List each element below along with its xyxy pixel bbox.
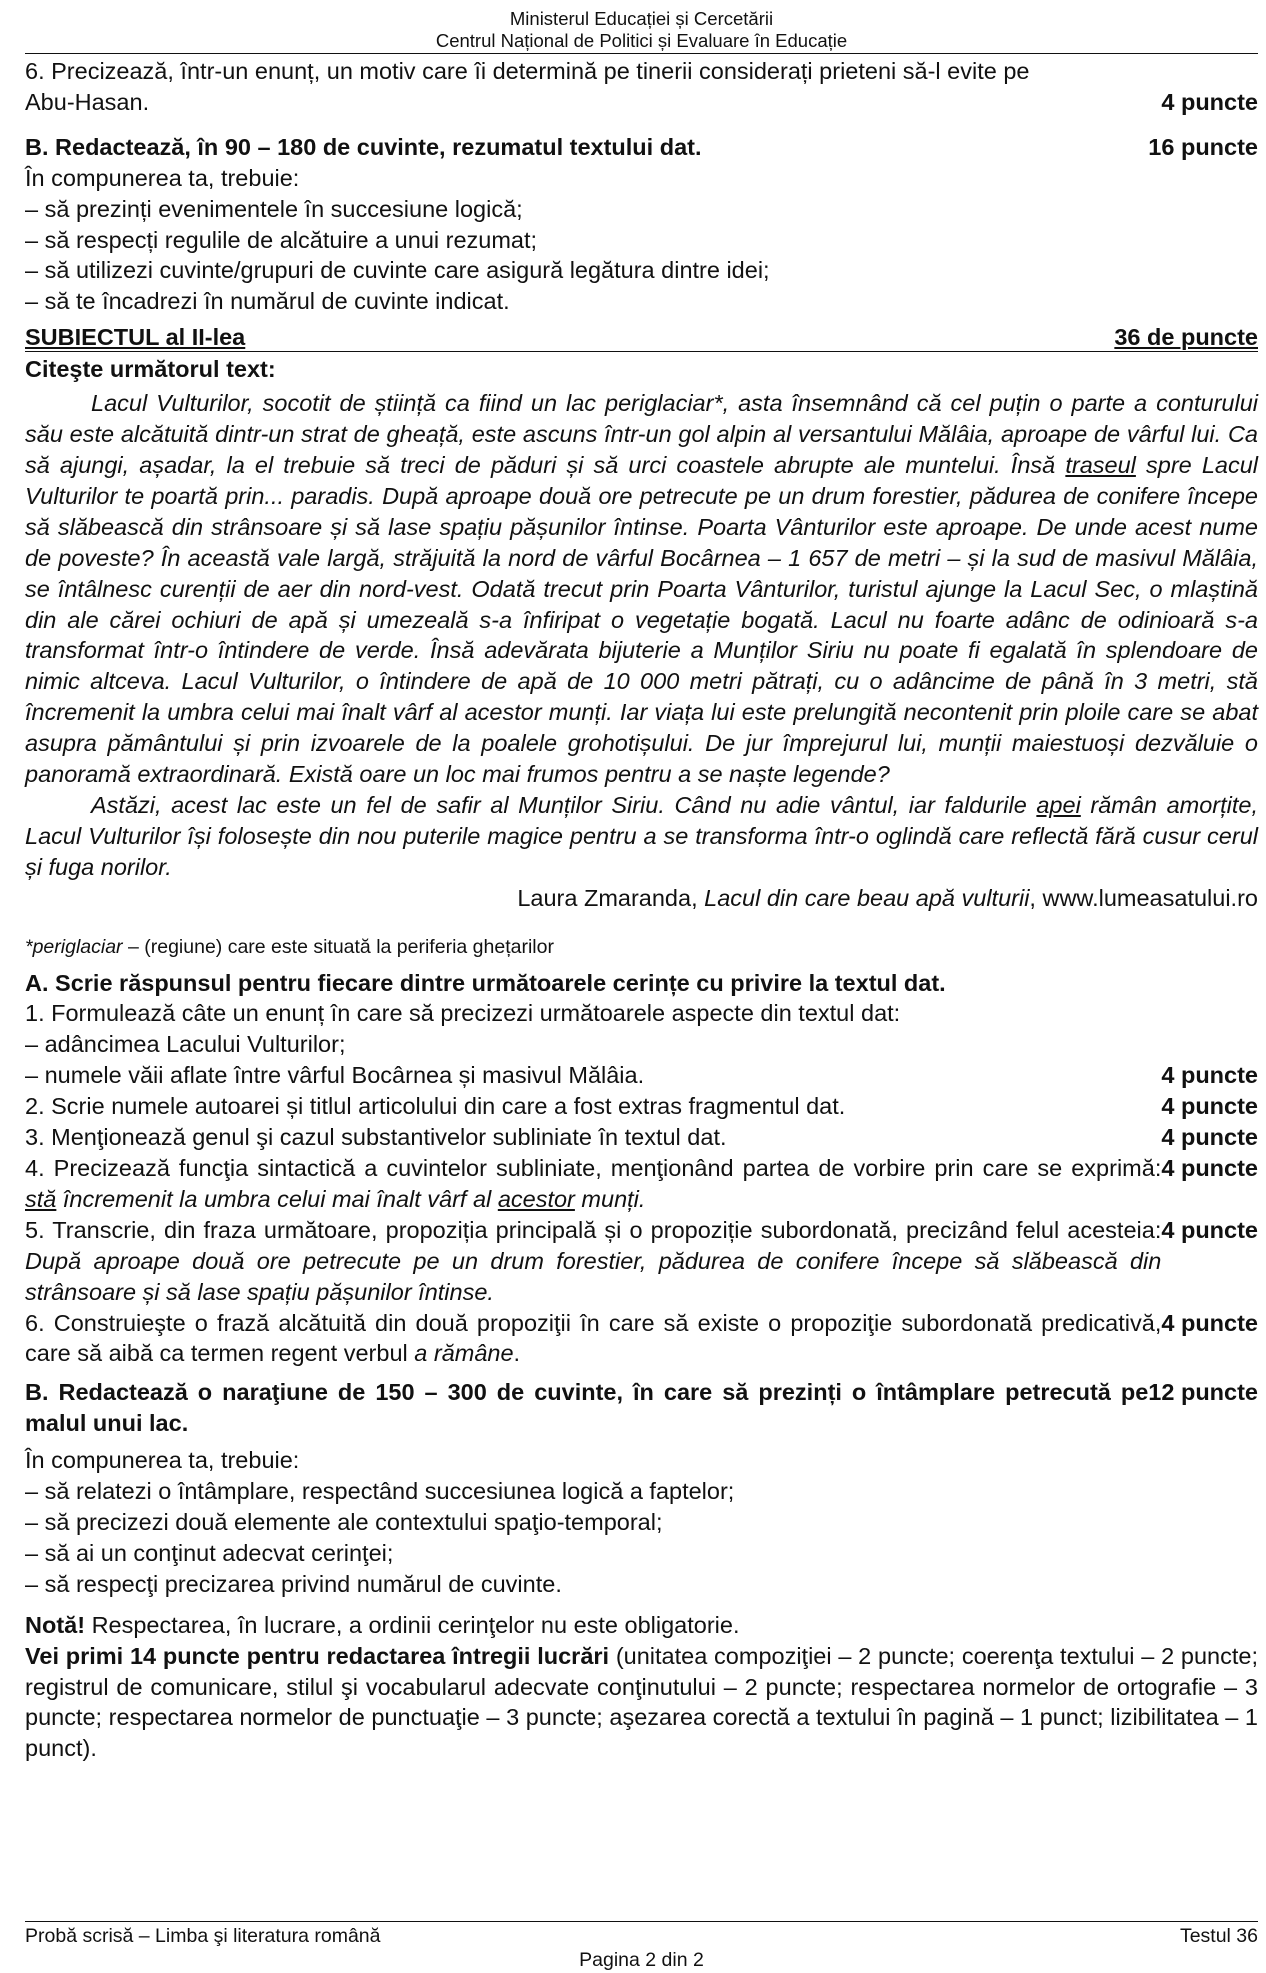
note-order: Notă! Respectarea, în lucrare, a ordinii cerinţelor nu este obligatorie. <box>25 1611 740 1638</box>
exam-page <box>25 0 1258 1764</box>
passage-source: Laura Zmaranda, Lacul din care beau apă vulturii, www.lumeasatului.ro <box>517 884 1258 911</box>
part-b-summary-intro: În compunerea ta, trebuie: <box>25 164 300 191</box>
part-b-narrative-intro: În compunerea ta, trebuie: <box>25 1447 300 1474</box>
note-scoring: Vei primi 14 puncte pentru redactarea întregii lucrări (unitatea compoziţiei – 2 puncte; coerenţa textului – 2 puncte; registrul de comunicare, stilul şi vocabularul adecvate conţinutului – 2 puncte; respectarea normelor de ortografie – 3 puncte; respectarea normelor de punctuaţie – 3 puncte; aşezarea corectă a textului în pagină – 1 punct; lizibilitatea – 1 punct). <box>25 1642 1258 1762</box>
requirement-item: – să ai un conţinut adecvat cerinţei; <box>25 1539 394 1566</box>
question-2: 2. Scrie numele autoarei și titlul articolului din care a fost extras fragmentul dat. 4 puncte <box>25 1093 1258 1120</box>
prev-question-6: 6. Precizează, într-un enunț, un motiv care îi determină pe tinerii considerați prieteni să-l evite pe <box>25 58 1030 84</box>
page-footer <box>25 1921 1258 1972</box>
footer-page-number: Pagina 2 din 2 <box>579 1949 704 1971</box>
part-b-narrative-title: B. Redactează o naraţiune de 150 – 300 de cuvinte, în care să prezinți o întâmplare petrecută pe malul unui lac. 12 puncte <box>25 1379 1258 1437</box>
passage-paragraph-1: Lacul Vulturilor, socotit de știință ca fiind un lac periglaciar*, asta însemnând că cel puțin o parte a conturului său este alcătuită dintr-un strat de gheață, este ascuns într-un gol alpin al versantului Mălâia, aproape de vârful lui. Ca să ajungi, așadar, la el trebuie să treci de păduri și să urci coastele abrupte ale muntelui. Însă traseul spre Lacul Vulturilor te poartă prin... paradis. După aproape două ore petrecute pe un drum forestier, pădurea de conifere începe să slăbească din strânsoare și să lase spațiu pășunilor întinse. Poarta Vânturilor este aproape. De unde acest nume de poveste? În această vale largă, străjuită la nord de vârful Bocârnea – 1 657 de metri – și la sud de masivul Mălâia, se întâlnesc curenții de aer din nord-vest. Odată trecut prin Poarta Vânturilor, turistul ajunge la Lacul Sec, o mlaștină din ale cărei ochiuri de apă și umezeală s-a înfiripat o vegetație bogată. Lacul nu foarte adânc de odinioară s-a transformat într-o întindere de verde. Însă adevărata bijuterie a Munților Siriu nu poate fi egalată în splendoare de nimic altceva. Lacul Vulturilor, o întindere de apă de 10 000 metri pătrați, cu o adâncime de până în 3 metri, stă încremenit la umbra celui mai înalt vârf al acestor munți. Iar viața lui este prelungită necontenit prin ploile care se abat asupra pământului și prin izvoarele de la poalele grohotișului. De jur împrejurul lui, munții maiestuoși dezvăluie o panoramă extraordinară. Există oare un loc mai frumos pentru a se naște legende? <box>25 390 1259 788</box>
footer-exam-name: Probă scrisă – Limba şi literatura română <box>25 1925 381 1947</box>
requirement-item: – să te încadrezi în numărul de cuvinte indicat. <box>25 288 510 315</box>
read-instruction: Citeşte următorul text: <box>25 356 276 383</box>
footnote: *periglaciar – (regiune) care este situată la periferia ghețarilor <box>25 935 554 958</box>
question-6: 6. Construieşte o frază alcătuită din două propoziţii în care să existe o propoziţie subordonată predicativă, care să aibă ca termen regent verbul a rămâne. 4 puncte <box>25 1309 1258 1367</box>
passage-paragraph-2: Astăzi, acest lac este un fel de safir al Munților Siriu. Când nu adie vântul, iar faldurile apei rămân amorțite, Lacul Vulturilor își folosește din nou puterile magice pentru a se transforma într-o oglindă care reflectă fără cusur cerul și fuga norilor. <box>25 791 1258 880</box>
question-1-item-a: – adâncimea Lacului Vulturilor; <box>25 1031 346 1058</box>
question-4: 4. Precizează funcţia sintactică a cuvintelor subliniate, menţionând partea de vorbire prin care se exprimă: stă încremenit la umbra celui mai înalt vârf al acestor munți. 4 puncte <box>25 1155 1258 1212</box>
underlined-word: apei <box>1036 791 1081 818</box>
subject-2-heading: SUBIECTUL al II-lea 36 de puncte <box>25 324 1258 351</box>
requirement-item: – să relatezi o întâmplare, respectând succesiunea logică a faptelor; <box>25 1478 735 1505</box>
requirement-item: – să utilizezi cuvinte/grupuri de cuvinte care asigură legătura dintre idei; <box>25 257 770 284</box>
points-label: 4 puncte <box>1161 88 1258 115</box>
footer-test-number: Testul 36 <box>1179 1925 1258 1947</box>
requirement-item: – să respecți regulile de alcătuire a unui rezumat; <box>25 226 538 253</box>
part-a-title: A. Scrie răspunsul pentru fiecare dintre următoarele cerințe cu privire la textul dat. <box>25 969 946 996</box>
part-b-summary-title: B. Redactează, în 90 – 180 de cuvinte, rezumatul textului dat. 16 puncte <box>25 133 1258 160</box>
requirement-item: – să prezinți evenimentele în succesiune logică; <box>25 195 523 222</box>
question-3: 3. Menţionează genul şi cazul substantivelor subliniate în textul dat. 4 puncte <box>25 1124 1258 1151</box>
header-center: Centrul Național de Politici și Evaluare în Educație <box>25 30 1258 54</box>
requirement-item: – să respecţi precizarea privind numărul de cuvinte. <box>25 1570 562 1597</box>
question-5: 5. Transcrie, din fraza următoare, propoziția principală și o propoziție subordonată, precizând felul acesteia: După aproape două ore petrecute pe un drum forestier, pădurea de conifere începe să slăbească din strânsoare și să lase spațiu pășunilor întinse. 4 puncte <box>25 1216 1258 1305</box>
question-1-item-b: – numele văii aflate între vârful Bocârnea și masivul Mălâia. 4 puncte <box>25 1062 1258 1089</box>
question-1: 1. Formulează câte un enunț în care să precizezi următoarele aspecte din textul dat: <box>25 1000 901 1027</box>
prev-question-6-tail: Abu-Hasan. 4 puncte <box>25 87 1258 118</box>
requirement-item: – să precizezi două elemente ale contextului spaţio-temporal; <box>25 1508 663 1535</box>
underlined-word: traseul <box>1065 451 1136 478</box>
header-ministry: Ministerul Educației și Cercetării <box>509 8 774 29</box>
